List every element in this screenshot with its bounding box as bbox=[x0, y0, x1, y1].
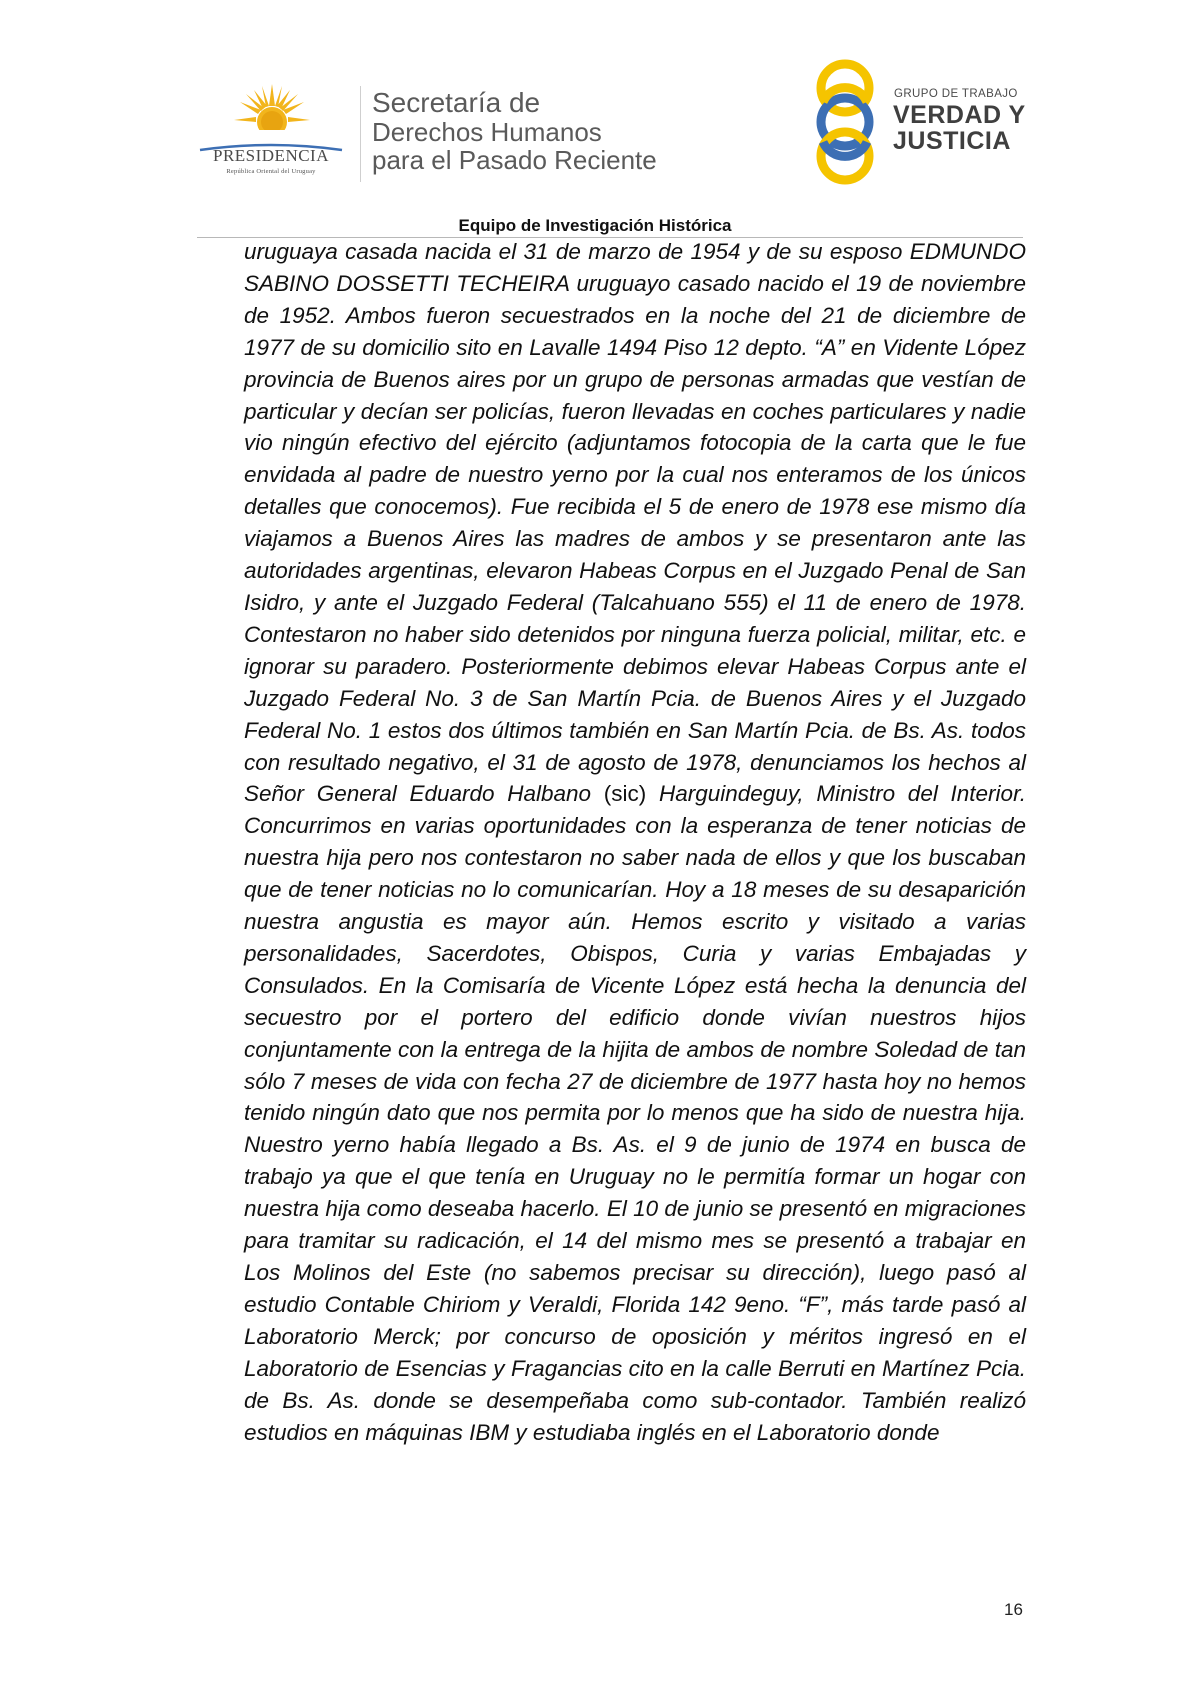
document-header bbox=[0, 0, 1190, 235]
sun-of-may-icon bbox=[234, 82, 310, 144]
secretaria-line-2: Derechos Humanos bbox=[372, 117, 602, 147]
grupo-line-3: JUSTICIA bbox=[893, 127, 1011, 155]
grupo-line-1: GRUPO DE TRABAJO bbox=[894, 88, 1018, 100]
grupo-line-2: VERDAD Y bbox=[893, 101, 1026, 129]
presidencia-name: PRESIDENCIA bbox=[212, 146, 329, 165]
secretaria-line-1: Secretaría de bbox=[372, 87, 541, 118]
secretaria-line-3: para el Pasado Reciente bbox=[372, 145, 657, 175]
letter-body bbox=[244, 236, 1026, 1448]
page-number: 16 bbox=[1004, 1600, 1023, 1619]
verdad-justicia-logo bbox=[810, 58, 1040, 186]
secretaria-logo bbox=[372, 88, 657, 174]
presidencia-subtitle: República Oriental del Uruguay bbox=[226, 168, 316, 175]
team-title: Equipo de Investigación Histórica bbox=[458, 216, 732, 235]
presidencia-logo bbox=[196, 82, 346, 182]
logo-divider bbox=[360, 86, 361, 182]
body-part-1: uruguaya casada nacida el 31 de marzo de 1954 y de su esposo EDMUNDO SABINO DOSSETTI TECHEIRA uruguayo casado nacido el 19 de noviembre de 1952. Ambos fueron secuestrados en la noche del 21 de diciembre de 1977 de su domicilio sito en Lavalle 1494 Piso 12 depto. “A” en Vidente López provincia de Buenos aires por un grupo de personas armadas que vestían de particular y decían ser policías, fueron llevadas en coches particulares y nadie vio ningún efectivo del ejército (adjuntamos fotocopia de la carta que le fue envidada al padre de nuestro yerno por la cual nos enteramos de los únicos detalles que conocemos). Fue recibida el 5 de enero de 1978 ese mismo día viajamos a Buenos Aires las madres de ambos y se presentaron ante las autoridades argentinas, elevaron Habeas Corpus en el Juzgado Penal de San Isidro, y ante el Juzgado Federal (Talcahuano 555) el 11 de enero de 1978. Contestaron no haber sido detenidos por ninguna fuerza policial, militar, etc. e ignorar su paradero. Posteriormente debimos elevar Habeas Corpus ante el Juzgado Federal No. 3 de San Martín Pcia. de Buenos Aires y el Juzgado Federal No. 1 estos dos últimos también en San Martín Pcia. de Bs. As. todos con resultado negativo, el 31 de agosto de 1978, denunciamos los hechos al Señor General Eduardo Halbano bbox=[244, 239, 1026, 807]
sic-note: (sic) bbox=[603, 781, 647, 807]
body-part-2: Harguindeguy, Ministro del Interior. Concurrimos en varias oportunidades con la esperanza de tener noticias de nuestra hija pero nos contestaron no saber nada de ellos y que los buscaban que de tener noticias no lo comunicarían. Hoy a 18 meses de su desaparición nuestra angustia es mayor aún. Hemos escrito y visitado a varias personalidades, Sacerdotes, Obispos, Curia y varias Embajadas y Consulados. En la Comisaría de Vicente López está hecha la denuncia del secuestro por el portero del edificio donde vivían nuestros hijos conjuntamente con la entrega de la hijita de ambos de nombre Soledad de tan sólo 7 meses de vida con fecha 27 de diciembre de 1977 hasta hoy no hemos tenido ningún dato que nos permita por lo menos que ha sido de nuestra hija. Nuestro yerno había llegado a Bs. As. el 9 de junio de 1974 en busca de trabajo ya que el que tenía en Uruguay no le permitía formar un hogar con nuestra hija como deseaba hacerlo. El 10 de junio se presentó en migraciones para tramitar su radicación, el 14 del mismo mes se presentó a trabajar en Los Molinos del Este (no sabemos precisar su dirección), luego pasó al estudio Contable Chiriom y Veraldi, Florida 142 9eno. “F”, más tarde pasó al Laboratorio Merck; por concurso de oposición y méritos ingresó en el Laboratorio de Esencias y Fragancias cito en la calle Berruti en Martínez Pcia. de Bs. As. donde se desempeñaba como sub-contador. También realizó estudios en máquinas IBM y estudiaba inglés en el Laboratorio donde bbox=[244, 781, 1026, 1445]
linked-rings-icon bbox=[810, 58, 880, 186]
